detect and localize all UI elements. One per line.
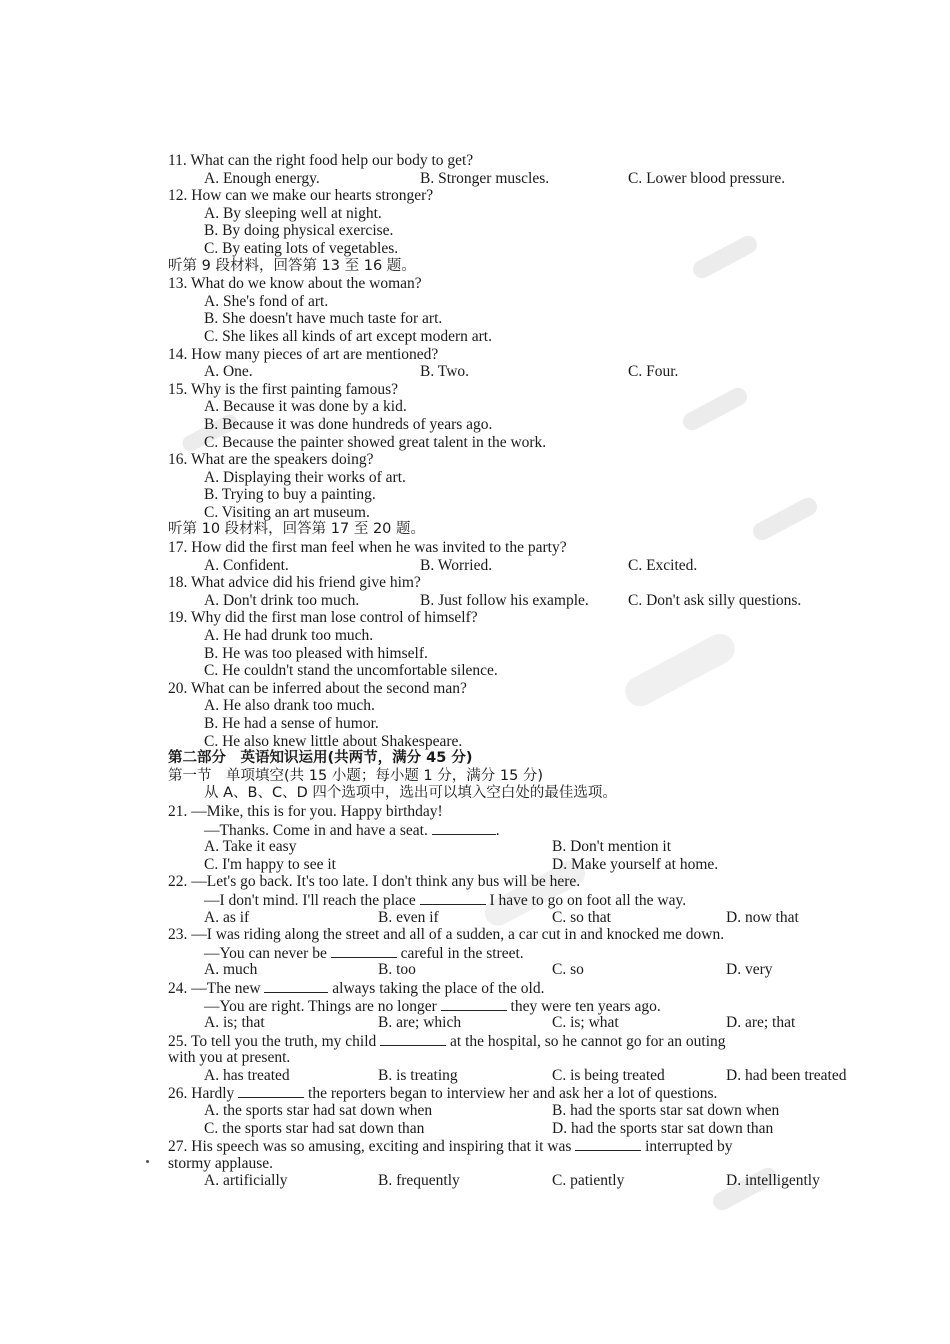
option-13-b: B. She doesn't have much taste for art.	[204, 310, 443, 328]
option-27-d: D. intelligently	[726, 1172, 820, 1190]
option-22-d: D. now that	[726, 908, 799, 926]
options-21-cd	[168, 856, 884, 874]
option-15-a: A. Because it was done by a kid.	[204, 398, 407, 416]
option-14-a: A. One.	[204, 363, 253, 381]
question-12: 12. How can we make our hearts stronger?	[168, 187, 434, 205]
option-21-d: D. Make yourself at home.	[552, 855, 719, 873]
option-25-c: C. is being treated	[552, 1066, 665, 1084]
option-13-c: C. She likes all kinds of art except modern art.	[204, 327, 492, 345]
question-18: 18. What advice did his friend give him?	[168, 574, 421, 592]
option-13-a: A. She's fond of art.	[204, 292, 329, 310]
options-26-ab	[168, 1102, 884, 1120]
question-25: 25. To tell you the truth, my child at the hospital, so he cannot go for an outing	[168, 1032, 726, 1050]
option-22-b: B. even if	[378, 908, 439, 926]
options-23	[168, 961, 884, 979]
option-22-c: C. so that	[552, 908, 611, 926]
option-23-b: B. too	[378, 961, 416, 979]
option-25-a: A. has treated	[204, 1066, 290, 1084]
question-24-reply: —You are right. Things are no longer they were ten years ago.	[204, 997, 661, 1015]
answer-blank-23	[331, 944, 397, 958]
option-23-d: D. very	[726, 961, 773, 979]
question-26: 26. Hardly the reporters began to interview her and ask her a lot of questions.	[168, 1085, 718, 1103]
option-11-b: B. Stronger muscles.	[420, 169, 550, 187]
question-21-reply: —Thanks. Come in and have a seat. .	[204, 821, 500, 839]
option-15-c: C. Because the painter showed great talent in the work.	[204, 433, 547, 451]
question-27: 27. His speech was so amusing, exciting and inspiring that it was interrupted by	[168, 1138, 733, 1156]
question-25-cont: with you at present.	[168, 1049, 291, 1067]
options-27	[168, 1172, 884, 1190]
option-20-b: B. He had a sense of humor.	[204, 715, 379, 732]
answer-blank-22	[420, 891, 486, 905]
option-15-b: B. Because it was done hundreds of years ago.	[204, 415, 493, 433]
option-27-c: C. patiently	[552, 1172, 625, 1190]
options-18	[168, 592, 884, 610]
answer-blank-24a	[264, 979, 328, 993]
option-26-d: D. had the sports star sat down than	[552, 1119, 774, 1137]
option-23-a: A. much	[204, 961, 258, 979]
options-17	[168, 557, 884, 575]
option-18-b: B. Just follow his example.	[420, 591, 589, 609]
options-14	[168, 363, 884, 381]
option-17-b: B. Worried.	[420, 556, 493, 574]
option-11-c: C. Lower blood pressure.	[628, 169, 786, 187]
option-16-b: B. Trying to buy a painting.	[204, 486, 376, 504]
option-16-a: A. Displaying their works of art.	[204, 468, 406, 486]
option-22-a: A. as if	[204, 908, 250, 926]
answer-blank-26	[238, 1084, 304, 1098]
options-24	[168, 1014, 884, 1032]
option-16-c: C. Visiting an art museum.	[204, 503, 370, 521]
option-26-b: B. had the sports star sat down when	[552, 1102, 780, 1120]
section-instruction-10: 听第 10 段材料，回答第 17 至 20 题。	[168, 521, 426, 538]
option-11-a: A. Enough energy.	[204, 169, 320, 187]
option-24-c: C. is; what	[552, 1014, 619, 1032]
option-12-c: C. By eating lots of vegetables.	[204, 239, 399, 257]
option-27-b: B. frequently	[378, 1172, 460, 1190]
question-19: 19. Why did the first man lose control of himself?	[168, 609, 478, 627]
option-12-b: B. By doing physical exercise.	[204, 222, 394, 240]
question-14: 14. How many pieces of art are mentioned?	[168, 345, 439, 363]
question-11: 11. What can the right food help our body to get?	[168, 152, 474, 169]
option-23-c: C. so	[552, 961, 584, 979]
section-one-heading: 第一节 单项填空(共 15 小题；每小题 1 分，满分 15 分)	[168, 767, 544, 784]
option-26-c: C. the sports star had sat down than	[204, 1119, 425, 1137]
question-13: 13. What do we know about the woman?	[168, 275, 422, 293]
option-25-b: B. is treating	[378, 1066, 458, 1084]
options-21-ab	[168, 838, 884, 856]
answer-blank-27	[575, 1137, 641, 1151]
option-19-c: C. He couldn't stand the uncomfortable silence.	[204, 662, 498, 680]
option-14-b: B. Two.	[420, 363, 470, 381]
option-26-a: A. the sports star had sat down when	[204, 1102, 433, 1120]
question-21: 21. —Mike, this is for you. Happy birthday!	[168, 802, 443, 820]
option-25-d: D. had been treated	[726, 1066, 847, 1084]
option-19-a: A. He had drunk too much.	[204, 627, 374, 645]
answer-blank-24b	[441, 997, 507, 1011]
question-27-cont: stormy applause.	[168, 1154, 274, 1172]
option-18-c: C. Don't ask silly questions.	[628, 591, 802, 609]
question-23: 23. —I was riding along the street and all of a sudden, a car cut in and knocked me down.	[168, 926, 725, 944]
option-20-c: C. He also knew little about Shakespeare.	[204, 732, 463, 750]
answer-blank-25	[380, 1032, 446, 1046]
option-21-b: B. Don't mention it	[552, 838, 672, 856]
options-26-cd	[168, 1120, 884, 1138]
question-22-reply: —I don't mind. I'll reach the place I have to go on foot all the way.	[204, 891, 687, 909]
option-24-a: A. is; that	[204, 1014, 265, 1032]
question-23-reply: —You can never be careful in the street.	[204, 944, 524, 962]
options-22	[168, 909, 884, 927]
option-19-b: B. He was too pleased with himself.	[204, 644, 428, 662]
option-27-a: A. artificially	[204, 1172, 288, 1190]
option-18-a: A. Don't drink too much.	[204, 591, 360, 609]
section-one-instruction: 从 A、B、C、D 四个选项中，选出可以填入空白处的最佳选项。	[204, 785, 617, 802]
option-20-a: A. He also drank too much.	[204, 697, 375, 715]
option-21-c: C. I'm happy to see it	[204, 855, 336, 873]
stray-dot	[146, 1160, 149, 1163]
options-25	[168, 1067, 884, 1085]
question-22: 22. —Let's go back. It's too late. I don't think any bus will be here.	[168, 873, 581, 891]
question-24: 24. —The new always taking the place of the old.	[168, 979, 545, 997]
option-17-c: C. Excited.	[628, 556, 698, 574]
question-list	[168, 152, 884, 1190]
option-17-a: A. Confident.	[204, 556, 289, 574]
part-two-heading: 第二部分 英语知识运用(共两节，满分 45 分)	[168, 750, 473, 767]
section-instruction-9: 听第 9 段材料，回答第 13 至 16 题。	[168, 257, 416, 274]
option-21-a: A. Take it easy	[204, 838, 297, 856]
question-15: 15. Why is the first painting famous?	[168, 380, 399, 398]
option-14-c: C. Four.	[628, 363, 679, 381]
option-24-d: D. are; that	[726, 1014, 796, 1032]
question-17: 17. How did the first man feel when he was invited to the party?	[168, 539, 567, 557]
question-20: 20. What can be inferred about the second man?	[168, 679, 467, 697]
option-12-a: A. By sleeping well at night.	[204, 204, 382, 222]
options-11	[168, 170, 884, 188]
option-24-b: B. are; which	[378, 1014, 462, 1032]
question-16: 16. What are the speakers doing?	[168, 451, 374, 469]
answer-blank-21	[432, 821, 496, 835]
